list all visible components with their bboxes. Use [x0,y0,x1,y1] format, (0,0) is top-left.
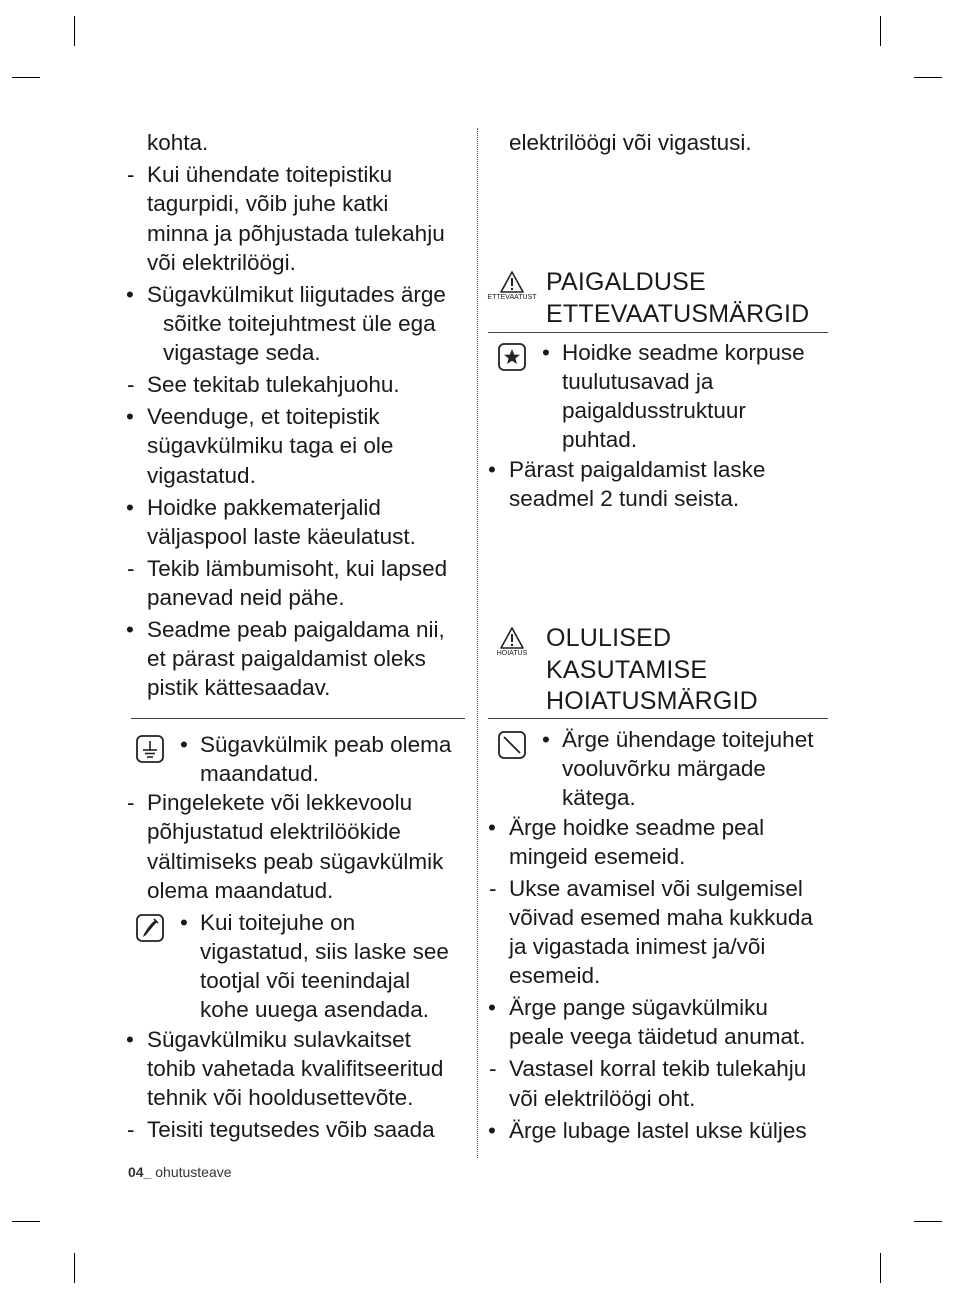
section-heading: OLULISED [546,624,672,652]
text-line: sõitke toitejuhtmest üle ega [163,311,436,336]
text-line: Sügavkülmiku sulavkaitset [147,1027,411,1052]
text-line: Pingelekete või lekkevoolu [147,790,413,815]
text-line: maandatud. [200,761,319,786]
bullet-marker: • [488,457,496,482]
text-line: Ärge ühendage toitejuhet [562,727,814,752]
text-line: mingeid esemeid. [509,844,686,869]
text-line: puhtad. [562,427,638,452]
text-line: kohta. [147,130,209,155]
text-line: Sügavkülmik peab olema [200,732,452,757]
text-line: Kui toitejuhe on [200,910,356,935]
bullet-marker: • [488,815,496,840]
text-line: Ärge pange sügavkülmiku [509,995,768,1020]
section-rule [131,718,465,719]
warning-label: HOIATUS [496,650,528,657]
text-line: Pärast paigaldamist laske [509,457,766,482]
dash-marker: - [127,1117,135,1142]
section-rule [488,332,828,333]
section-heading: ETTEVAATUSMÄRGID [546,300,810,328]
text-line: põhjustatud elektrilöökide [147,819,401,844]
text-line: Seadme peab paigaldama nii, [147,617,445,642]
crop-mark [12,77,40,78]
text-line: tootjal või teenindajal [200,968,411,993]
caution-triangle-icon [499,270,525,294]
text-line: või elektrilöögi. [147,250,296,275]
section-name: ohutusteave [155,1164,232,1180]
text-line: ja vigastada inimest ja/või [509,934,766,959]
dash-marker: - [127,790,135,815]
text-line: pistik kättesaadav. [147,675,331,700]
service-technician-icon [135,913,165,943]
text-line: See tekitab tulekahjuohu. [147,372,400,397]
text-line: tuulutusavad ja [562,369,714,394]
text-line: võivad esemed maha kukkuda [509,905,813,930]
text-line: vigastatud. [147,463,256,488]
text-line: elektrilöögi või vigastusi. [509,130,752,155]
text-line: vooluvõrku märgade [562,756,766,781]
text-line: Tekib lämbumisoht, kui lapsed [147,556,448,581]
text-line: kohe uuega asendada. [200,997,429,1022]
text-line: Ärge lubage lastel ukse küljes [509,1118,807,1143]
bullet-marker: • [488,995,496,1020]
text-line: Hoidke pakkematerjalid [147,495,381,520]
text-line: Teisiti tegutsedes võib saada [147,1117,435,1142]
bullet-marker: • [126,1027,134,1052]
text-line: vigastage seda. [163,340,321,365]
crop-mark [12,1221,40,1222]
text-line: Kui ühendate toitepistiku [147,162,393,187]
dash-marker: - [127,372,135,397]
text-line: olema maandatud. [147,878,334,903]
text-line: või elektrilöögi oht. [509,1086,696,1111]
text-line: Ärge hoidke seadme peal [509,815,765,840]
text-line: tehnik või hooldusettevõte. [147,1085,414,1110]
ground-icon [135,734,165,764]
bullet-marker: • [126,404,134,429]
text-line: Sügavkülmikut liigutades ärge [147,282,446,307]
prohibited-icon [497,730,527,760]
text-line: vigastatud, siis laske see [200,939,449,964]
text-line: paigaldusstruktuur [562,398,746,423]
crop-mark [74,1253,75,1283]
text-line: Veenduge, et toitepistik [147,404,380,429]
bullet-marker: • [180,732,188,757]
dash-marker: - [489,876,497,901]
dash-marker: - [127,162,135,187]
bullet-marker: • [126,495,134,520]
crop-mark [914,1221,942,1222]
bullet-marker: • [542,727,550,752]
dash-marker: - [489,1056,497,1081]
page-number: 04_ [128,1164,152,1180]
dash-marker: - [127,556,135,581]
text-line: vältimiseks peab sügavkülmik [147,849,444,874]
crop-mark [74,16,75,46]
crop-mark [914,77,942,78]
bullet-marker: • [126,617,134,642]
warning-triangle-icon [499,626,525,650]
text-line: Hoidke seadme korpuse [562,340,805,365]
text-line: esemeid. [509,963,601,988]
bullet-marker: • [488,1118,496,1143]
text-line: tagurpidi, võib juhe katki [147,191,389,216]
section-heading: PAIGALDUSE [546,268,706,296]
text-line: sügavkülmiku taga ei ole [147,433,394,458]
text-line: et pärast paigaldamist oleks [147,646,426,671]
text-line: minna ja põhjustada tulekahju [147,221,445,246]
text-line: panevad neid pähe. [147,585,345,610]
text-line: väljaspool laste käeulatust. [147,524,416,549]
section-heading: KASUTAMISE [546,656,708,684]
text-line: seadmel 2 tundi seista. [509,486,740,511]
page-footer [128,1164,232,1180]
text-line: peale veega täidetud anumat. [509,1024,806,1049]
column-divider [477,128,478,1158]
bullet-marker: • [180,910,188,935]
star-icon [497,342,527,372]
crop-mark [880,16,881,46]
section-heading: HOIATUSMÄRGID [546,687,758,715]
text-line: tohib vahetada kvalifitseeritud [147,1056,444,1081]
text-line: Ukse avamisel või sulgemisel [509,876,803,901]
crop-mark [880,1253,881,1283]
section-rule [488,718,828,719]
bullet-marker: • [542,340,550,365]
bullet-marker: • [126,282,134,307]
text-line: Vastasel korral tekib tulekahju [509,1056,807,1081]
caution-label: ETTEVAATUST [487,294,537,301]
text-line: kätega. [562,785,636,810]
